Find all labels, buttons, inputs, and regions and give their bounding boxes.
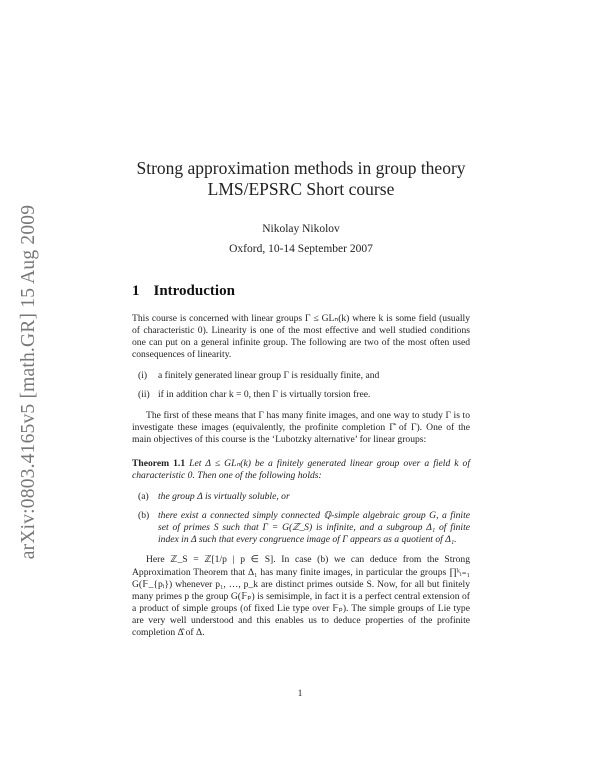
case-text: there exist a connected simply connected ℚ-simple algebraic group G, a finite set of primes S such that Γ = G(ℤ_S) is infinite, and a subgroup Δ₁ of finite index in Δ such that every congruence image of Γ appears as a quotient of Δ₁. <box>158 510 470 546</box>
arxiv-side-stamp <box>8 172 50 592</box>
list-item-label: (i) <box>138 370 148 382</box>
list-item <box>132 510 470 546</box>
arxiv-identifier: arXiv:0803.4165v5 [math.GR] 15 Aug 2009 <box>18 204 40 560</box>
theorem-statement <box>132 458 470 482</box>
list-item <box>132 370 470 382</box>
case-label: (a) <box>138 491 149 503</box>
title-line-2: LMS/EPSRC Short course <box>207 179 395 199</box>
page-number: 1 <box>297 688 303 699</box>
list-item <box>132 389 470 401</box>
theorem-text: Let Δ ≤ GLₙ(k) be a finitely generated linear group over a field k of characteristic 0. Then one of the following holds: <box>132 457 471 481</box>
intro-paragraph: This course is concerned with linear groups Γ ≤ GLₙ(k) where k is some field (usually of characteristic 0). Linearity is one of the most effective and well studied conditions one can put on a general infinite group. The following are two of the most often used consequences of linearity. <box>132 313 470 361</box>
theorem-cases <box>132 491 470 546</box>
paper-title <box>132 158 470 200</box>
list-item-text: a finitely generated linear group Γ is residually finite, and <box>158 370 380 382</box>
title-line-1: Strong approximation methods in group theory <box>136 158 466 178</box>
paper-page <box>132 158 470 639</box>
paper-date: Oxford, 10-14 September 2007 <box>229 243 373 255</box>
list-item <box>132 491 470 503</box>
section-title: Introduction <box>153 283 235 299</box>
section-heading <box>132 283 470 300</box>
final-paragraph: Here ℤ_S = ℤ[1/p | p ∈ S]. In case (b) we can deduce from the Strong Approximation Theorem that Δ₁ has many finite images, in particular the groups ∏ᵏᵢ₌₁ G(𝔽_{pᵢ}) whenever p₁, …, p_k are distinct primes outside S. Now, for all but finitely many primes p the group G(𝔽ₚ) is semisimple, in fact it is a perfect central extension of a product of simple groups (of fixed Lie type over 𝔽ₚ). The simple groups of Lie type are very well understood and this enables us to deduce properties of the profinite completion Δ̂ of Δ. <box>132 554 470 638</box>
consequences-list <box>132 370 470 401</box>
case-text: the group Δ is virtually soluble, or <box>158 491 290 503</box>
list-item-text: if in addition char k = 0, then Γ is virtually torsion free. <box>158 389 371 401</box>
section-number: 1 <box>132 283 140 299</box>
second-paragraph: The first of these means that Γ has many finite images, and one way to study Γ is to investigate these images (equivalently, the profinite completion Γ̂ of Γ). One of the main objectives of this course is the ‘Lubotzky alternative’ for linear groups: <box>132 409 470 445</box>
case-label: (b) <box>138 510 150 522</box>
author-name: Nikolay Nikolov <box>262 223 340 235</box>
list-item-label: (ii) <box>138 389 150 401</box>
theorem-heading: Theorem 1.1 <box>132 457 186 469</box>
